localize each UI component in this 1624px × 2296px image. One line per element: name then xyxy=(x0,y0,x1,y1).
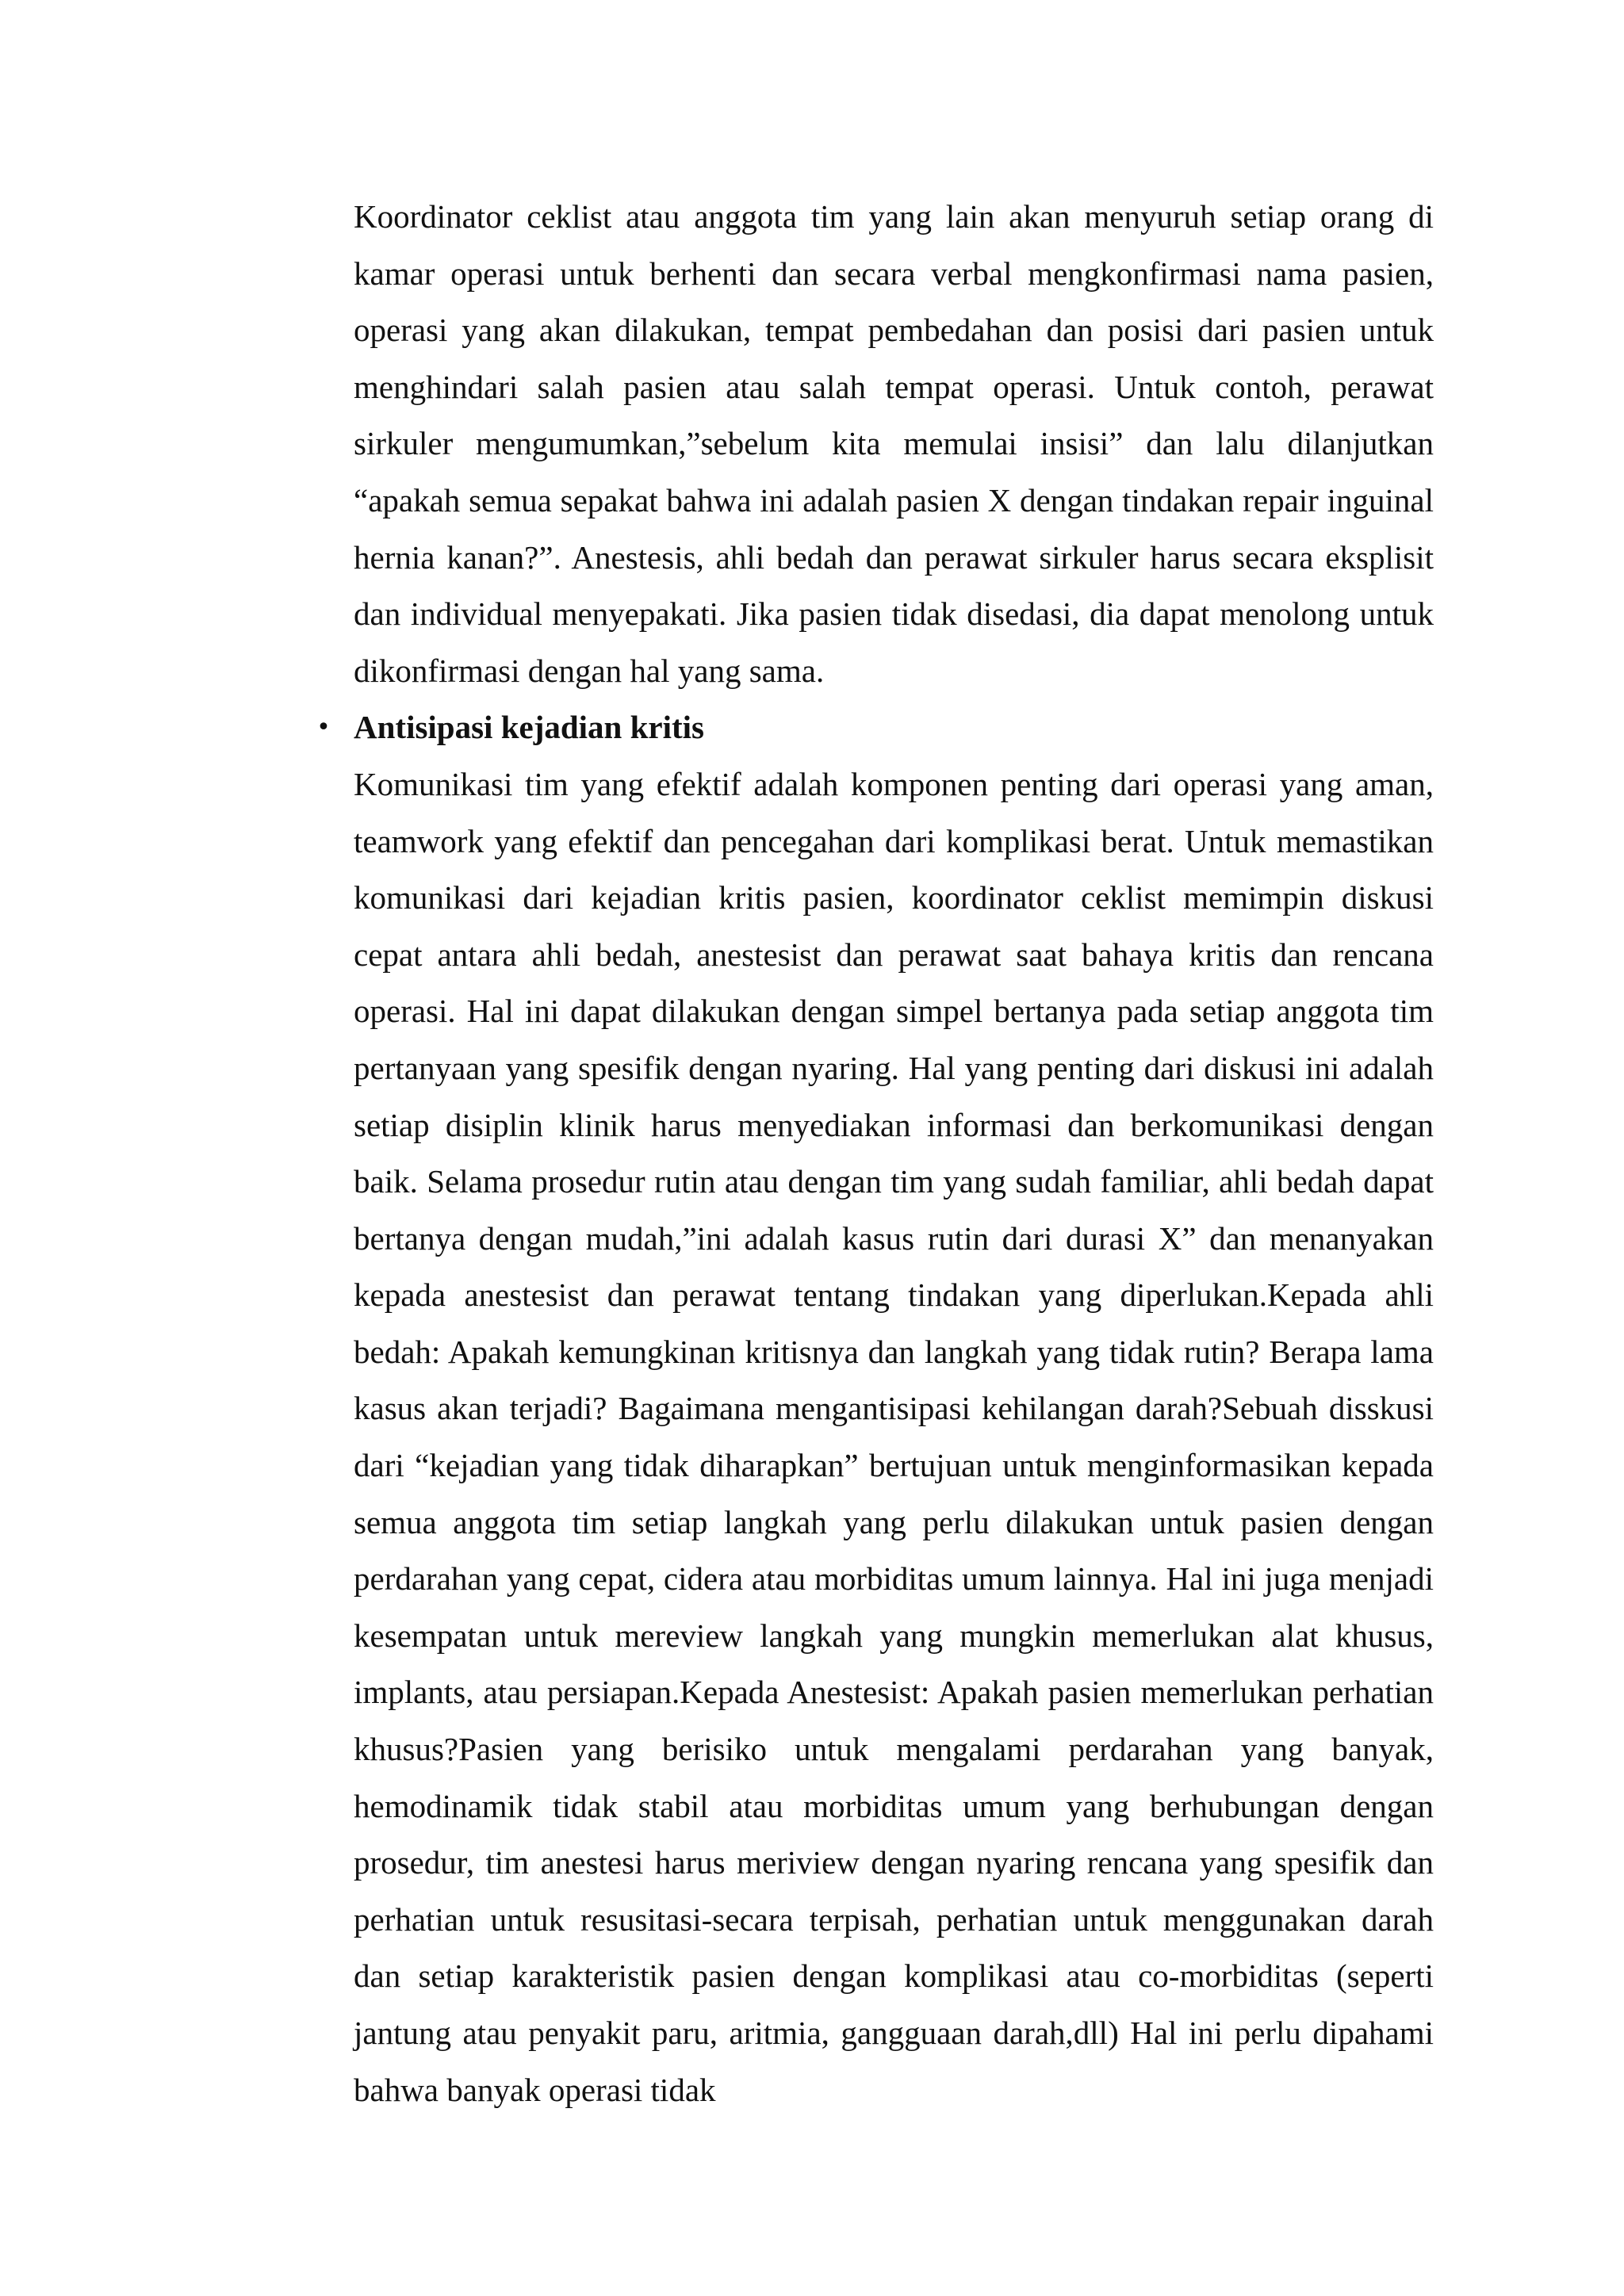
bullet-item-critical-events xyxy=(316,699,1434,756)
section-heading: Antisipasi kejadian kritis xyxy=(354,709,704,746)
paragraph-team-communication: Komunikasi tim yang efektif adalah komponen penting dari operasi yang aman, teamwork yang efektif dan pencegahan dari komplikasi berat. Untuk memastikan komunikasi dari kejadian kritis pasien, koordinator ceklist memimpin diskusi cepat antara ahli bedah, anestesist dan perawat saat bahaya kritis dan rencana operasi. Hal ini dapat dilakukan dengan simpel bertanya pada setiap anggota tim pertanyaan yang spesifik dengan nyaring. Hal yang penting dari diskusi ini adalah setiap disiplin klinik harus menyediakan informasi dan berkomunikasi dengan baik. Selama prosedur rutin atau dengan tim yang sudah familiar, ahli bedah dapat bertanya dengan mudah,”ini adalah kasus rutin dari durasi X” dan menanyakan kepada anestesist dan perawat tentang tindakan yang diperlukan.Kepada ahli bedah: Apakah kemungkinan kritisnya dan langkah yang tidak rutin? Berapa lama kasus akan terjadi? Bagaimana mengantisipasi kehilangan darah?Sebuah disskusi dari “kejadian yang tidak diharapkan” bertujuan untuk menginformasikan kepada semua anggota tim setiap langkah yang perlu dilakukan untuk pasien dengan perdarahan yang cepat, cidera atau morbiditas umum lainnya. Hal ini juga menjadi kesempatan untuk mereview langkah yang mungkin memerlukan alat khusus, implants, atau persiapan.Kepada Anestesist: Apakah pasien memerlukan perhatian khusus?Pasien yang berisiko untuk mengalami perdarahan yang banyak, hemodinamik tidak stabil atau morbiditas umum yang berhubungan dengan prosedur, tim anestesi harus meriview dengan nyaring rencana yang spesifik dan perhatian untuk resusitasi-secara terpisah, perhatian untuk menggunakan darah dan setiap karakteristik pasien dengan komplikasi atau co-morbiditas (seperti jantung atau penyakit paru, aritmia, gangguaan darah,dll) Hal ini perlu dipahami bahwa banyak operasi tidak xyxy=(354,765,1434,2108)
paragraph-confirmation: Koordinator ceklist atau anggota tim yang lain akan menyuruh setiap orang di kamar operasi untuk berhenti dan secara verbal mengkonfirmasi nama pasien, operasi yang akan dilakukan, tempat pembedahan dan posisi dari pasien untuk menghindari salah pasien atau salah tempat operasi. Untuk contoh, perawat sirkuler mengumumkan,”sebelum kita memulai insisi” dan lalu dilanjutkan “apakah semua sepakat bahwa ini adalah pasien X dengan tindakan repair inguinal hernia kanan?”. Anestesis, ahli bedah dan perawat sirkuler harus secara eksplisit dan individual menyepakati. Jika pasien tidak disedasi, dia dapat menolong untuk dikonfirmasi dengan hal yang sama. xyxy=(354,198,1434,689)
bullet-icon: • xyxy=(316,714,331,742)
document-body xyxy=(316,189,1434,2118)
